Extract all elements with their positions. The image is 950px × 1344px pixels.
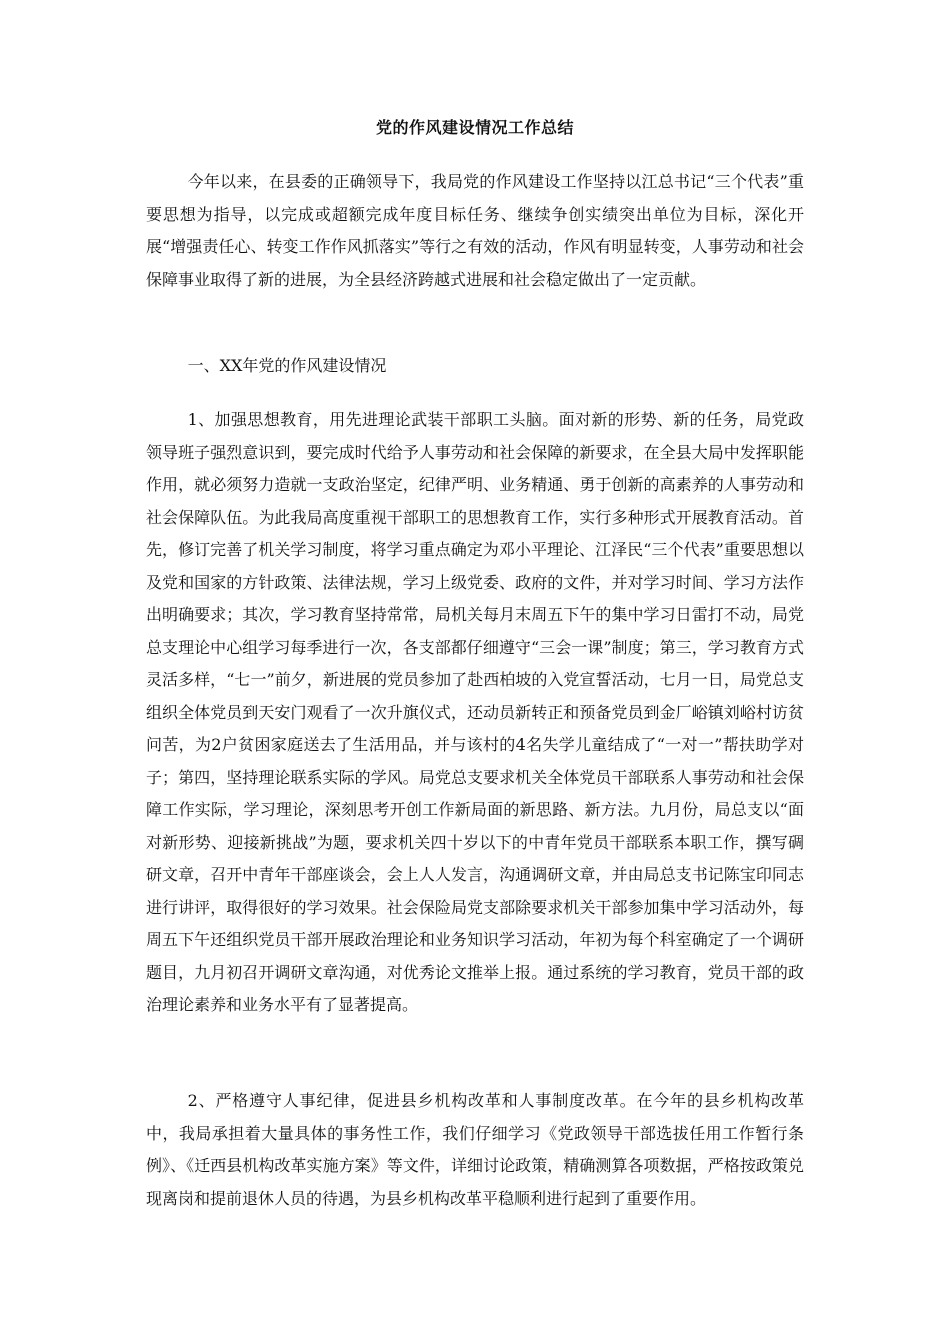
- document-title: 党的作风建设情况工作总结: [375, 118, 574, 137]
- section-heading: 一、XX年党的作风建设情况: [187, 356, 387, 375]
- intro-paragraph: 今年以来，在县委的正确领导下，我局党的作风建设工作坚持以江总书记“三个代表”重要思想为指导，以完成或超额完成年度目标任务、继续争创实绩突出单位为目标，深化开展“增强责任心、转变工作作风抓落实”等行之有效的活动，作风有明显转变，人事劳动和社会保障事业取得了新的进展，为全县经济跨越式进展和社会稳定做出了一定贡献。: [146, 172, 804, 289]
- item-1-paragraph: 1、加强思想教育，用先进理论武装干部职工头脑。面对新的形势、新的任务，局党政领导班子强烈意识到，要完成时代给予人事劳动和社会保障的新要求，在全县大局中发挥职能作用，就必须努力造就一支政治坚定，纪律严明、业务精通、勇于创新的高素养的人事劳动和社会保障队伍。为此我局高度重视干部职工的思想教育工作，实行多种形式开展教育活动。首先，修订完善了机关学习制度，将学习重点确定为邓小平理论、江泽民“三个代表”重要思想以及党和国家的方针政策、法律法规，学习上级党委、政府的文件，并对学习时间、学习方法作出明确要求；其次，学习教育坚持常常，局机关每月末周五下午的集中学习日雷打不动，局党总支理论中心组学习每季进行一次，各支部都仔细遵守“三会一课”制度；第三，学习教育方式灵活多样，“七一”前夕，新进展的党员参加了赴西柏坡的入党宣誓活动，七月一日，局党总支组织全体党员到天安门观看了一次升旗仪式，还动员新转正和预备党员到金厂峪镇刘峪村访贫问苦，为2户贫困家庭送去了生活用品，并与该村的4名失学儿童结成了“一对一”帮扶助学对子；第四，坚持理论联系实际的学风。局党总支要求机关全体党员干部联系人事劳动和社会保障工作实际，学习理论，深刻思考开创工作新局面的新思路、新方法。九月份，局总支以“面对新形势、迎接新挑战”为题，要求机关四十岁以下的中青年党员干部联系本职工作，撰写碉研文章，召开中青年干部座谈会，会上人人发言，沟通调研文章，并由局总支书记陈宝印同志进行讲评，取得很好的学习效果。社会保险局党支部除要求机关干部参加集中学习活动外，每周五下午还组织党员干部开展政治理论和业务知识学习活动，年初为每个科室确定了一个调研题目，九月初召开调研文章沟通，对优秀论文推举上报。通过系统的学习教育，党员干部的政治理论素养和业务水平有了显著提高。: [146, 410, 804, 1014]
- item-2-paragraph: 2、严格遵守人事纪律，促进县乡机构改革和人事制度改革。在今年的县乡机构改革中，我局承担着大量具体的事务性工作，我们仔细学习《党政领导干部选拔任用工作暂行条例》、《迁西县机构改革实施方案》等文件，详细讨论政策，精确测算各项数据，严格按政策兑现离岗和提前退休人员的待遇，为县乡机构改革平稳顺利进行起到了重要作用。: [146, 1091, 804, 1208]
